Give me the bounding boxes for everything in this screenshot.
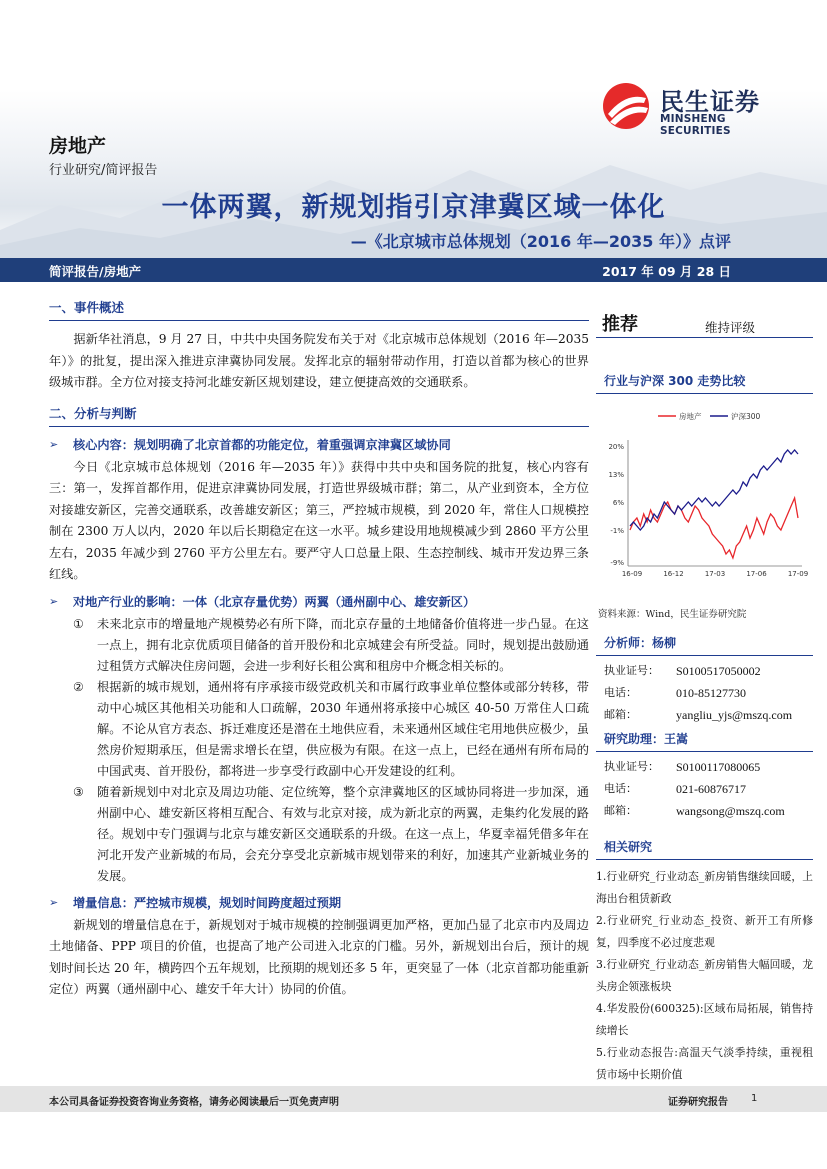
- item-number: ②: [73, 679, 84, 694]
- x-tick-label: 16-09: [621, 570, 643, 578]
- main-column: [49, 298, 589, 1001]
- y-tick-label: 20%: [608, 443, 624, 451]
- chart-source: 资料来源：Wind，民生证券研究院: [598, 609, 747, 620]
- logo-text-en: MINSHENG SECURITIES: [660, 113, 731, 137]
- contact-row: [596, 778, 813, 800]
- bullet-title: 核心内容：规划明确了北京首都的功能定位，着重强调京津冀区域协同: [73, 437, 451, 452]
- chart-title: 行业与沪深 300 走势比较: [596, 372, 813, 394]
- contact-value: 010-85127730: [676, 686, 746, 700]
- analyst-email[interactable]: yangliu_yjs@mszq.com: [676, 708, 793, 722]
- contact-row: [596, 682, 813, 704]
- related-research-link[interactable]: 4.华发股份(600325):区域布局拓展，销售持续增长: [596, 1002, 813, 1037]
- item-text: 根据新的城市规划，通州将有序承接市级党政机关和市属行政事业单位整体或部分转移，带动中心城区其他相关功能和人口疏解，2030 年通州将承接中心城区 40-50 万常住人口疏解。不论从官方表态、拆迁难度还是潜在土地供应看，未来通州区域住宅用地供应极少，虽然房价短期承压，但是需求增长在望，供应极为有限。在这一点上，已经在通州有所布局的中国武夷、首开股份，都将进一步享受行政副中心开发建设的红利。: [97, 679, 589, 778]
- related-research-list: [596, 866, 813, 1086]
- assistant-contact: [596, 756, 813, 822]
- arrow-bullet-icon: ➢: [49, 895, 59, 909]
- contact-value: 021-60876717: [676, 782, 746, 796]
- related-research-link[interactable]: 1.行业研究_行业动态_新房销售继续回暖，上海出台租赁新政: [596, 870, 813, 905]
- bullet-incremental-info: [49, 893, 589, 913]
- contact-key: 执业证号：: [604, 760, 659, 773]
- contact-key: 电话：: [604, 782, 637, 795]
- brand-logo: [600, 80, 800, 137]
- item-text: 随着新规划中对北京及周边功能、定位统筹，整个京津冀地区的区域协同将进一步加深，通州副中心、雄安新区将相互配合、有效与北京对接，成为新北京的两翼，走集约化发展的路径。规划中专门强调与北京与雄安新区交通联系的升级。在这一点上，华夏幸福凭借多年在河北开发产业新城的布局，会充分享受北京新城市规划带来的利好，加速其产业新城业务的发展。: [97, 784, 589, 883]
- contact-row: [596, 756, 813, 778]
- related-research-link[interactable]: 5.行业动态报告:高温天气淡季持续，重视租赁市场中长期价值: [596, 1046, 813, 1081]
- contact-key: 邮箱：: [604, 804, 637, 817]
- y-tick-label: -9%: [610, 559, 624, 567]
- analyst-contact: [596, 660, 813, 726]
- contact-key: 电话：: [604, 686, 637, 699]
- bullet-industry-impact: [49, 592, 589, 612]
- arrow-bullet-icon: ➢: [49, 437, 59, 451]
- list-item: [73, 782, 589, 887]
- section-heading-event: 一、事件概述: [49, 298, 589, 321]
- report-info-bar: [0, 258, 827, 282]
- rating-note: 维持评级: [705, 320, 756, 335]
- contact-key: 执业证号：: [604, 664, 659, 677]
- arrow-bullet-icon: ➢: [49, 594, 59, 608]
- legend-label: 沪深300: [731, 412, 761, 421]
- bullet-core-content: [49, 435, 589, 455]
- side-column: [596, 298, 813, 1086]
- contact-value: S0100517050002: [676, 664, 761, 678]
- item-text: 未来北京市的增量地产规模势必有所下降，而北京存量的土地储备价值将进一步凸显。在这一点上，拥有北京优质项目储备的首开股份和北京城建会有所受益。同时，规划提出鼓励通过租赁方式解决住房问题，会进一步利好长租公寓和租房中介概念相关标的。: [97, 616, 589, 673]
- report-title: 一体两翼，新规划指引京津冀区域一体化: [161, 192, 666, 223]
- trend-chart: [596, 394, 813, 604]
- y-tick-label: 6%: [612, 499, 624, 507]
- contact-key: 邮箱：: [604, 708, 637, 721]
- report-category: 简评报告/房地产: [49, 264, 142, 279]
- series-line-hs300: [630, 450, 798, 530]
- report-subtitle: —《北京城市总体规划（2016 年—2035 年）》点评: [350, 232, 731, 251]
- y-tick-label: -1%: [610, 527, 624, 535]
- page-footer: [0, 1086, 827, 1112]
- incremental-info-paragraph: 新规划的增量信息在于，新规划对于城市规模的控制强调更加严格，更加凸显了北京市内及周边土地储备、PPP 项目的价值，也提高了地产公司进入北京的门槛。另外，新规划出台后，预计的规划时间长达 20 年，横跨四个五年规划，比预期的规划还多 5 年，更突显了一体（北京首都功能重新定位）两翼（通州副中心、雄安千年大计）协同的价值。: [49, 917, 589, 996]
- report-date: 2017 年 09 月 28 日: [602, 264, 731, 279]
- page-number: 1: [751, 1093, 758, 1104]
- item-number: ③: [73, 784, 84, 799]
- x-tick-label: 17-09: [787, 570, 809, 578]
- core-content-paragraph: 今日《北京城市总体规划（2016 年—2035 年）》获得中共中央和国务院的批复，核心内容有三：第一，发挥首都作用，促进京津冀协同发展，打造世界级城市群；第二，从产业到资本，全方位对接雄安新区，完善交通联系，改善雄安新区；第三，严控城市规模，到 2020 年，常住人口规模控制在 2300 万人以内，2020 年以后长期稳定在这一水平。城乡建设用地规模减少到 2860 平方公里左右，2035 年减少到 2760 平方公里左右。要严守人口总量上限、生态控制线、城市开发边界三条红线。: [49, 459, 589, 581]
- assistant-email[interactable]: wangsong@mszq.com: [676, 804, 785, 818]
- footer-label: 证券研究报告: [668, 1097, 728, 1108]
- x-tick-label: 17-03: [704, 570, 726, 578]
- report-type: 行业研究/简评报告: [49, 163, 158, 178]
- legend-label: 房地产: [679, 412, 702, 421]
- contact-row: [596, 704, 813, 726]
- list-item: [73, 614, 589, 677]
- contact-row: [596, 660, 813, 682]
- y-tick-label: 13%: [608, 471, 624, 479]
- sector-title: 房地产: [49, 135, 107, 157]
- contact-row: [596, 800, 813, 822]
- trend-chart-svg: [596, 394, 813, 604]
- list-item: [73, 677, 589, 782]
- analyst-heading: 分析师：杨柳: [596, 634, 813, 656]
- assistant-heading: 研究助理：王嵩: [596, 730, 813, 752]
- bullet-title: 增量信息：严控城市规模，规划时间跨度超过预期: [73, 895, 342, 910]
- x-tick-label: 17-06: [746, 570, 767, 578]
- bullet-title: 对地产行业的影响：一体（北京存量优势）两翼（通州副中心、雄安新区）: [73, 594, 476, 609]
- section-heading-analysis: 二、分析与判断: [49, 404, 589, 427]
- rating-box: [596, 298, 813, 338]
- event-summary-paragraph: 据新华社消息，9 月 27 日，中共中央国务院发布关于对《北京城市总体规划（2016 年—2035 年）》的批复，提出深入推进京津冀协同发展。发挥北京的辐射带动作用，打造以首都为核心的世界级城市群。全方位对接支持河北雄安新区规划建设，建立便捷高效的交通联系。: [49, 332, 589, 389]
- rating: 推荐: [602, 314, 638, 335]
- related-research-link[interactable]: 2.行业研究_行业动态_投资、新开工有所修复，四季度不必过度悲观: [596, 914, 813, 949]
- related-research-link[interactable]: 3.行业研究_行业动态_新房销售大幅回暖，龙头房企领涨板块: [596, 958, 813, 993]
- item-number: ①: [73, 616, 84, 631]
- footer-disclaimer: 本公司具备证券投资咨询业务资格，请务必阅读最后一页免责声明: [49, 1097, 339, 1108]
- series-line-real-estate: [630, 498, 798, 558]
- minsheng-logo-icon: [600, 80, 654, 130]
- x-tick-label: 16-12: [663, 570, 684, 578]
- related-research-heading: 相关研究: [596, 838, 813, 860]
- logo-text-cn: 民生证券: [660, 88, 760, 116]
- contact-value: S0100117080065: [676, 760, 761, 774]
